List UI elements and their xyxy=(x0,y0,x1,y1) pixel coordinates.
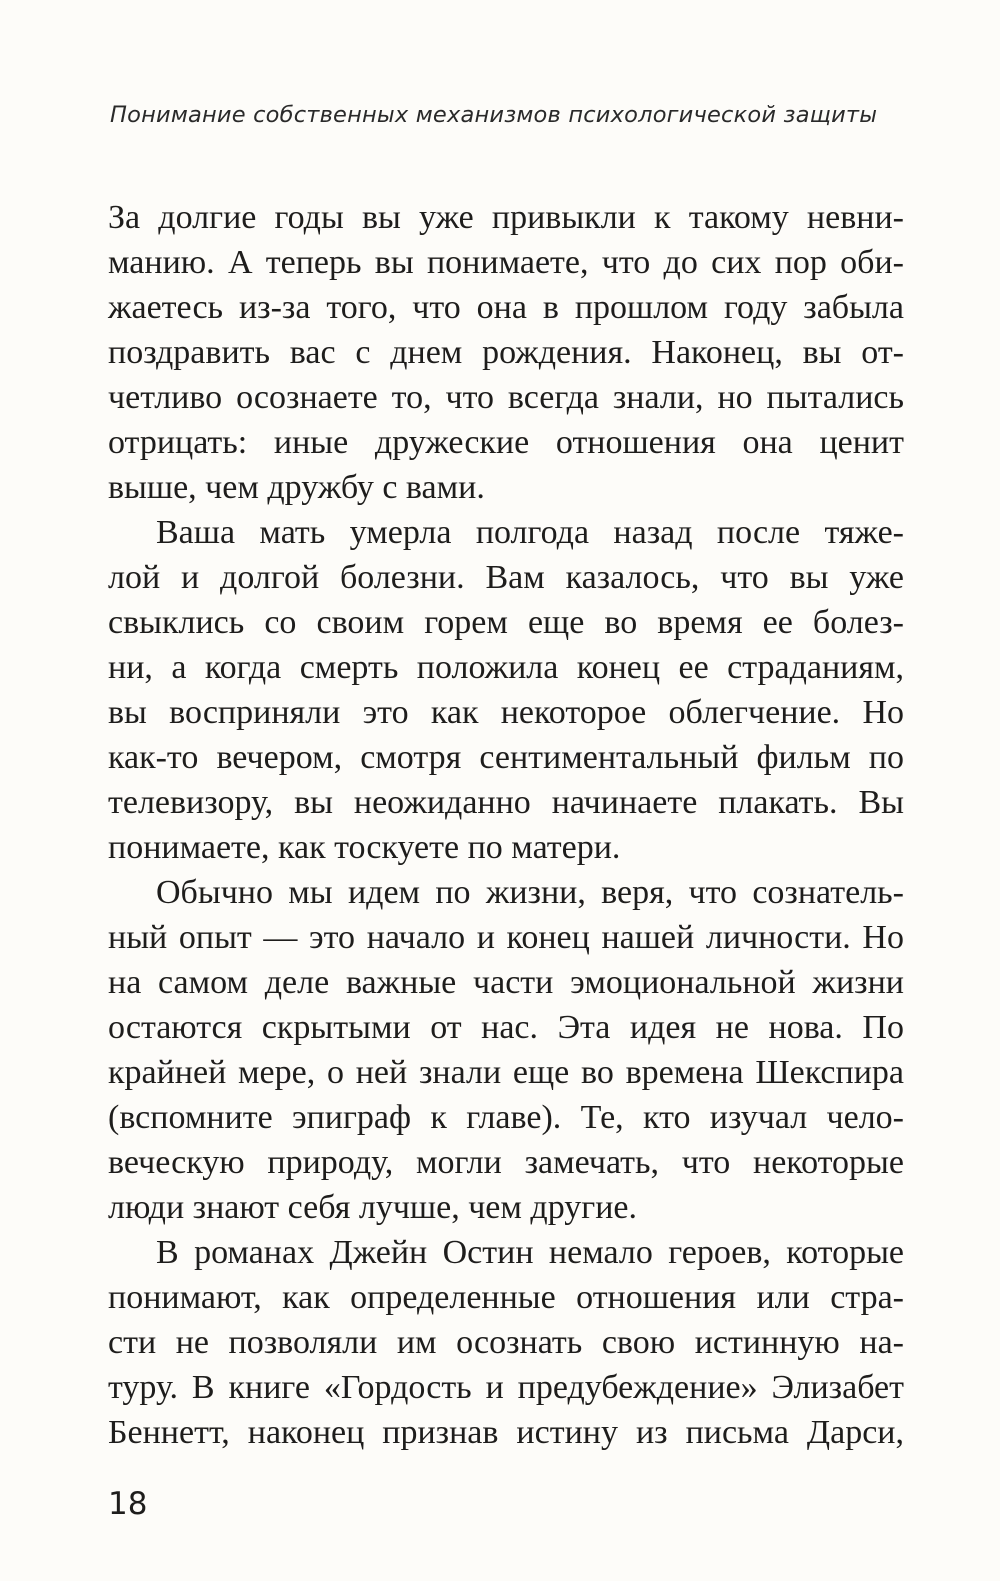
text-line: крайней мере, о ней знали еще во времена Шекспира xyxy=(108,1054,904,1091)
text-line: на самом деле важные части эмоциональной жизни xyxy=(108,964,904,1001)
text-line: остаются скрытыми от нас. Эта идея не нова. По xyxy=(108,1009,904,1046)
page-number: 18 xyxy=(108,1486,148,1522)
text-line: телевизору, вы неожиданно начинаете плакать. Вы xyxy=(108,784,904,821)
running-head: Понимание собственных механизмов психологической защиты xyxy=(110,102,878,128)
text-line: ный опыт — это начало и конец нашей личности. Но xyxy=(108,919,904,956)
text-line-first: В романах Джейн Остин немало героев, которые xyxy=(156,1234,904,1271)
text-line: понимают, как определенные отношения или стра- xyxy=(108,1279,904,1316)
text-line-last: выше, чем дружбу с вами. xyxy=(108,469,485,506)
text-line: сти не позволяли им осознать свою истинную на- xyxy=(108,1324,904,1361)
text-line: Беннетт, наконец признав истину из письма Дарси, xyxy=(108,1414,904,1451)
text-line: лой и долгой болезни. Вам казалось, что вы уже xyxy=(108,559,904,596)
text-line: отрицать: иные дружеские отношения она ценит xyxy=(108,424,904,461)
text-line-first: Ваша мать умерла полгода назад после тяже- xyxy=(156,514,904,551)
text-line: ни, а когда смерть положила конец ее страданиям, xyxy=(108,649,904,686)
text-line: (вспомните эпиграф к главе). Те, кто изучал чело- xyxy=(108,1099,904,1136)
text-line: жаетесь из-за того, что она в прошлом году забыла xyxy=(108,289,904,326)
text-line-first: Обычно мы идем по жизни, веря, что сознатель- xyxy=(156,874,904,911)
text-line-last: понимаете, как тоскуете по матери. xyxy=(108,829,621,866)
text-line: четливо осознаете то, что всегда знали, но пытались xyxy=(108,379,904,416)
text-line: За долгие годы вы уже привыкли к такому невни- xyxy=(108,199,904,236)
text-line: манию. А теперь вы понимаете, что до сих пор оби- xyxy=(108,244,904,281)
text-line: поздравить вас с днем рождения. Наконец, вы от- xyxy=(108,334,904,371)
text-line: веческую природу, могли замечать, что некоторые xyxy=(108,1144,904,1181)
text-line: туру. В книге «Гордость и предубеждение» Элизабет xyxy=(108,1369,904,1406)
text-line: свыклись со своим горем еще во время ее болез- xyxy=(108,604,904,641)
text-line: как-то вечером, смотря сентиментальный фильм по xyxy=(108,739,904,776)
text-line-last: люди знают себя лучше, чем другие. xyxy=(108,1189,637,1226)
body-text xyxy=(108,195,904,1455)
text-line: вы восприняли это как некоторое облегчение. Но xyxy=(108,694,904,731)
